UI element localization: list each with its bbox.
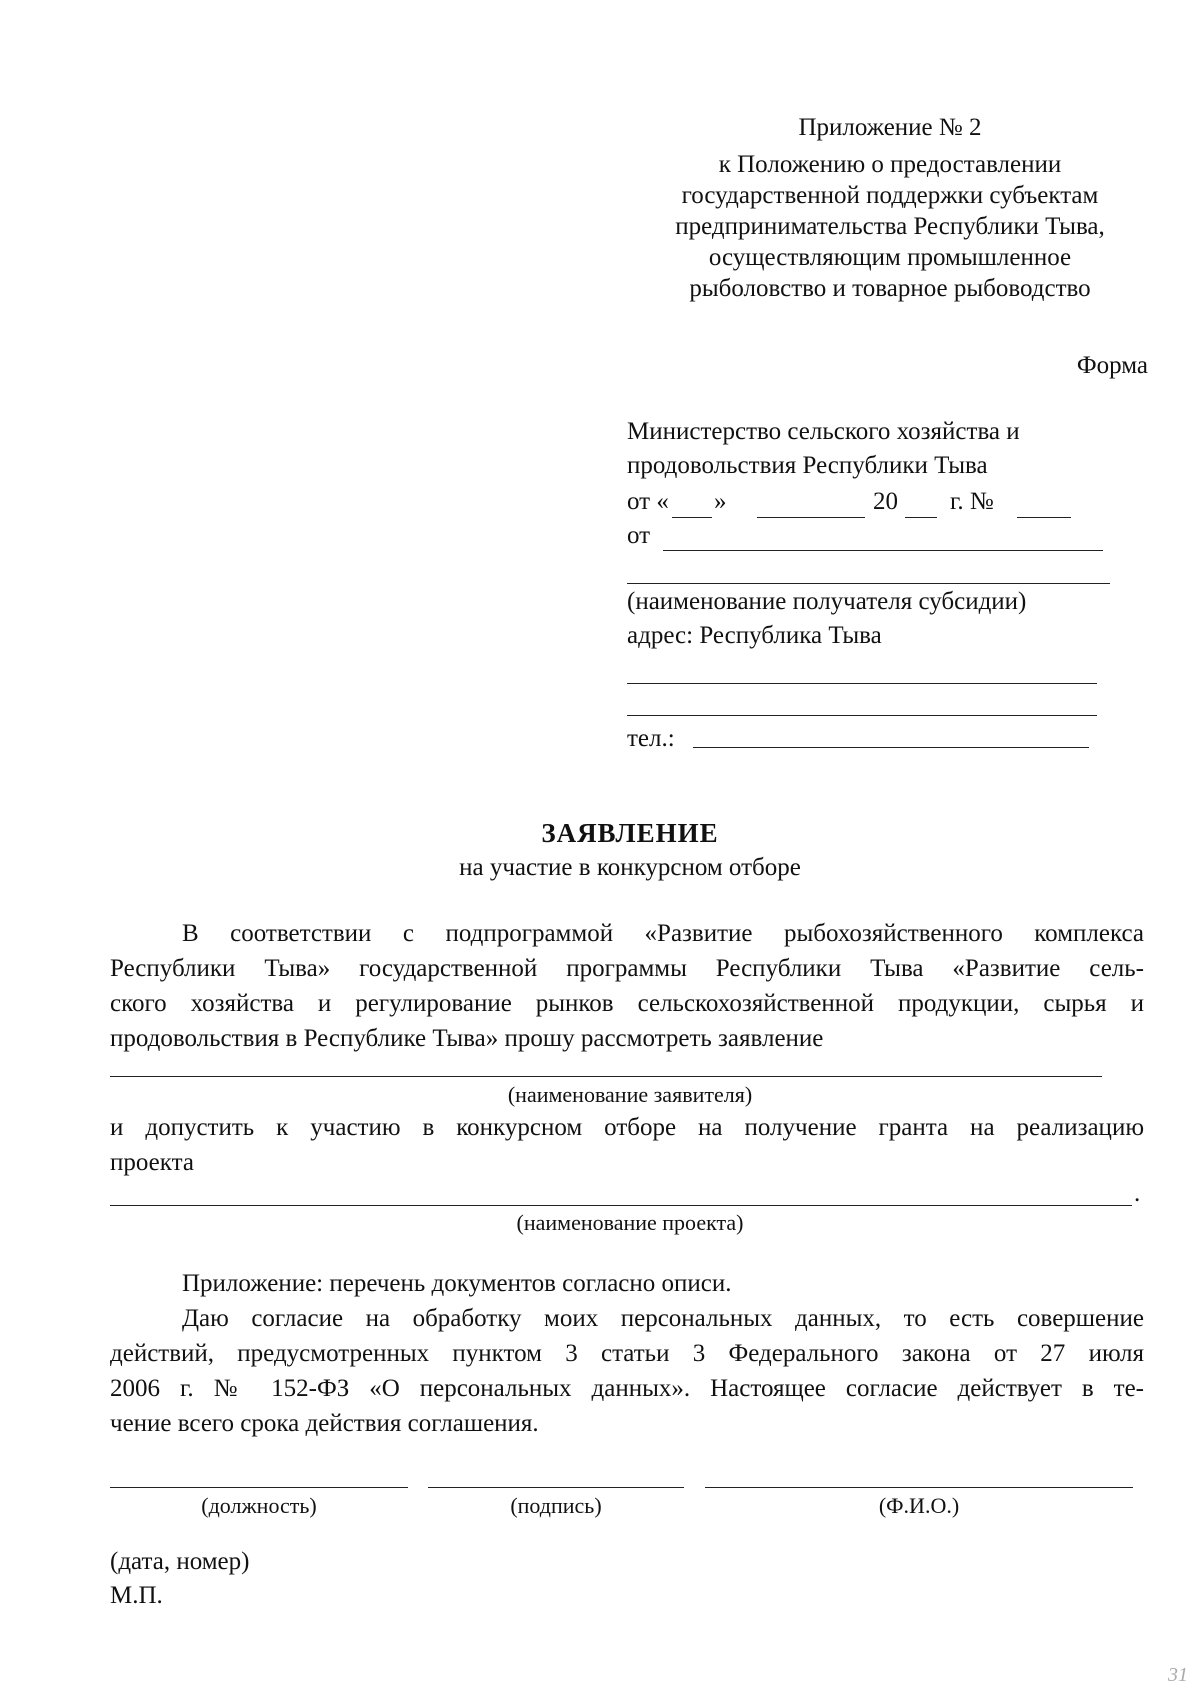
project-name-blank (110, 1205, 1132, 1206)
ministry-name-line1: Министерство сельского хозяйства и (627, 418, 1020, 445)
body-paragraph-line: продовольствия в Республике Тыва» прошу рассмотреть заявление (110, 1025, 824, 1052)
full-name-caption: (Ф.И.О.) (878, 1493, 960, 1518)
date-year-no: г. № (950, 488, 994, 515)
recipient-caption: (наименование получателя субсидии) (627, 588, 1027, 615)
phone-label: тел.: (627, 725, 675, 752)
applicant-caption: (наименование заявителя) (507, 1082, 753, 1107)
address-blank-1 (627, 683, 1097, 684)
header-line: рыболовство и товарное рыбоводство (689, 275, 1091, 302)
from-blank-2 (627, 583, 1110, 584)
page-mark: 31 (1168, 1664, 1188, 1686)
phone-blank (693, 747, 1089, 748)
date-month-blank (757, 517, 865, 518)
date-day-blank (672, 517, 712, 518)
signature-blank (428, 1487, 684, 1488)
position-blank (110, 1487, 408, 1488)
body-paragraph-line: В соответствии с подпрограммой «Развитие рыбохозяйственного комплекса (182, 920, 1144, 947)
body-paragraph-line: и допустить к участию в конкурсном отборе на получение гранта на реализацию (110, 1114, 1144, 1141)
consent-line: Даю согласие на обработку моих персональных данных, то есть совершение (182, 1305, 1144, 1332)
header-line: государственной поддержки субъектам (681, 182, 1099, 209)
date-close-quote: » (714, 488, 727, 515)
project-caption: (наименование проекта) (516, 1210, 744, 1235)
header-line: осуществляющим промышленное (708, 244, 1072, 271)
attachment-note: Приложение: перечень документов согласно описи. (182, 1270, 732, 1297)
position-caption: (должность) (201, 1493, 317, 1518)
header-line: Приложение № 2 (798, 114, 982, 141)
body-paragraph-line: Республики Тыва» государственной программы Республики Тыва «Развитие сель- (110, 955, 1144, 982)
project-blank-period: . (1134, 1180, 1141, 1207)
header-line: к Положению о предоставлении (718, 151, 1062, 178)
consent-line: действий, предусмотренных пунктом 3 статьи 3 Федерального закона от 27 июля (110, 1340, 1144, 1367)
applicant-name-blank (110, 1076, 1102, 1077)
from-label: от (627, 522, 651, 549)
address-label: адрес: Республика Тыва (627, 622, 882, 649)
document-title: ЗАЯВЛЕНИЕ (541, 818, 719, 848)
from-blank (663, 550, 1103, 551)
consent-line: чение всего срока действия соглашения. (110, 1410, 539, 1437)
date-number-label: (дата, номер) (110, 1548, 250, 1575)
date-ot: от « (627, 488, 669, 515)
ministry-name-line2: продовольствия Республики Тыва (627, 452, 988, 479)
document-subtitle: на участие в конкурсном отборе (459, 854, 801, 881)
date-number-blank (1017, 517, 1071, 518)
date-twenty: 20 (873, 488, 898, 515)
appendix-header (620, 112, 1160, 304)
signature-caption: (подпись) (510, 1493, 602, 1518)
date-year-blank (905, 517, 937, 518)
form-label: Форма (1076, 352, 1148, 379)
body-paragraph-line: ского хозяйства и регулирование рынков сельскохозяйственной продукции, сырья и (110, 990, 1144, 1017)
full-name-blank (705, 1487, 1133, 1488)
header-line: предпринимательства Республики Тыва, (675, 213, 1105, 240)
stamp-place-label: М.П. (110, 1582, 163, 1609)
address-blank-2 (627, 715, 1097, 716)
body-paragraph-line: проекта (110, 1149, 194, 1176)
consent-line: 2006 г. № 152-ФЗ «О персональных данных». Настоящее согласие действует в те- (110, 1375, 1144, 1402)
